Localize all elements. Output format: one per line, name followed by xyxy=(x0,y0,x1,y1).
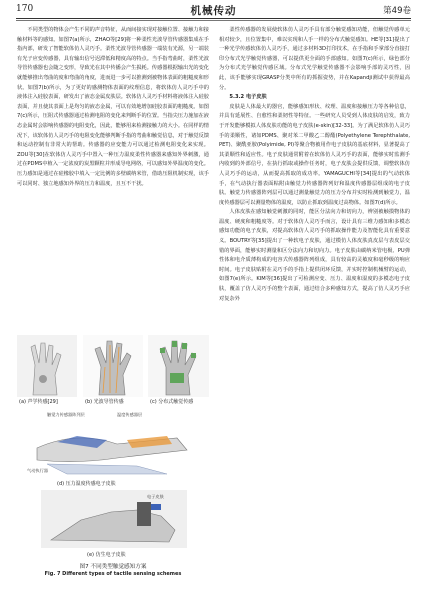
figure-caption-english: Fig. 7 Different types of tactile sensing schemes xyxy=(44,571,182,577)
label-tactile-array: 触觉力传感器阵列层 xyxy=(47,412,85,417)
page-number: 170 xyxy=(16,4,34,14)
subfigure-c-caption: (c) 分布式触觉传感 xyxy=(150,399,194,405)
subfigure-b-caption: (b) 光波导管传感 xyxy=(85,399,124,405)
volume-label: 第49卷 xyxy=(383,6,411,16)
subfigure-a-caption: (a) 声学传感[29] xyxy=(19,399,58,405)
figure-7 xyxy=(17,335,209,585)
acoustic-sensing-hand-image xyxy=(17,335,77,397)
header-rule-thin xyxy=(16,20,411,21)
journal-title: 机械传动 xyxy=(190,5,237,17)
biomimetic-eskin-image xyxy=(41,490,187,548)
section-heading: 5.3.2 电子皮肤 xyxy=(229,94,267,101)
distributed-tactile-hand-image xyxy=(148,335,209,397)
right-paragraph: 人体皮肤在感知触觉刺激的同时，能区分法向力和切向力，辨别被触摸物体的温度、硬度和粗糙度等。对于软体仿人灵巧手而言，设计具有三维力感知和多模态感知功能的电子皮肤，对提高软体仿人灵巧手的抓取操作能力及智能化具有重要意义。BOUTRY等[35]提出了一种软电子皮肤，通过模仿人体皮肤真皮层与表皮层交错的界面，能够实时测量和区分法向力和切向力。电子皮肤由碳纳米管电极、PU弹性体和电介质薄构成的电容式传感器阵列组成，具有较高的灵敏度和毫秒级的响应时间。电子皮肤贴附在灵巧手的手指上提供闭环反馈，并实时控制机械臂的运动，如图7(e)所示。KIM等[36]提出了可检测应变、压力、温度和湿度的多模态电子皮肤，覆盖了仿人灵巧手的整个表面，通过结合多种感知方式，提高了仿人灵巧手应对复杂外 xyxy=(219,209,410,302)
right-paragraph: 皮肤是人体最大的器官，能够感知形状、纹理、温度和接触压力等各种信息，并具有延展性、自愈性和柔韧性等特征。一些研究人员受到人体皮肤的启发，致力于开发能够模拟人体皮肤功能的电子皮肤(e-skin)[32-33]。为了满足软体仿人灵巧手的柔顺性，诸如PDMS、聚对苯二甲酸乙二醇酯(Polyethylene Terephthalate, PET)、聚酰亚胺(Polyimide, PI)等聚合物被用作电子皮肤的基底材料，显著提高了其柔顺性和适应性。电子皮肤通常附着在软体仿人灵巧手的表面，能够实时监测手内收到的外部信号，在执行抓取或操作任务时，电子皮肤会提供反馈，调整软体仿人灵巧手的运动，从而提高抓取的成功率。YAMAGUCHI等[34]提出的气动软体手，在气动执行器表面粘附由触觉力传感器阵列好和温度传感器层组成的电子皮肤。触觉力传感器阵列层可以通过测量触觉力的压力分布并实时检测到触觉力，温度传感器层可以测量物体的温度，以防止抓取到温度过高物体。如图7(d)所示。 xyxy=(219,103,410,206)
right-paragraph: 柔性传感器的发展使软体仿人灵巧手具有部分触觉感知功能，但触觉传感单元相对较少，且位置集中，难以实现和人手一样的分布式触觉感知。HE等[31]提出了一种光学传感软体仿人灵巧手，通过多材料3D打印技术，在手指和手掌部分直接打印分布式光学触觉传感器，可以提供更全面的手部感知。如图7(c)所示，绿色部分为分布式光学触觉传感区域。分布式光学触觉传感器不会影响手部的灵巧性，因此，该手能够实现GRASP分类中所有的抓握姿势，并在Kapandji测试中获得最高分。 xyxy=(219,27,410,91)
right-column xyxy=(219,26,410,304)
optical-waveguide-hand-image xyxy=(83,335,143,397)
page-header xyxy=(16,3,411,18)
label-eskin: 电子皮肤 xyxy=(147,494,164,499)
subfigure-d-caption: (d) 压力温度传感电子皮肤 xyxy=(57,481,116,487)
label-temperature-layer: 温度传感器层 xyxy=(117,412,143,417)
left-column xyxy=(17,26,209,189)
left-paragraph: 不同类型的物体会产生不同的声音特征，从而间接实现对接触位置、接触力和接触材料等的感知。如图7(a)所示，ZHAO等[29]将一种柔性光波导管传感器集成在手指内部，研发了智能软体仿人灵巧手。柔性光波导管传感器一端装有光源，另一端装有光子应变传感器，具有输出信号迟滞低和精度高的特点。当手指弯曲时，柔性光波导管传感器也会随之变形，导致光在其中传播会产生损耗。传感器根据输出光的变化就能够推出弯曲的度和弯曲的角度，进而进一步可以推测到被物体表面的粗糙度和形状。如图7(b)所示，为了更好的感测物体表面的纹理信息，将软体仿人灵巧手中的液体注入硅胶表面，研发出了液态金属皮肤层。软体仿人灵巧手材料将液体注入硅胶表面，并且使其表面上是均匀的液态金属，可以有效地增加硅胶表面的粗糙度。如图7(c)所示，压阻式传感器通过检测电阻的变化来判断手的位置。当指尖压力施加在液态金属时会影响传感器的电阻变化，因此，能够用来检测接触力的大小。在同样的情况下，该软体仿人灵巧手的电阻变化能够判断手指的弯曲和触觉信息，对于触觉反馈和运动控制有非常大的帮助。传感器的应变能力可以通过检测电阻变化来实现。ZOU等[30]在软体仿人灵巧手中置入一种压力温度柔性传感器来感知外界刺激，通过在PDMS中植入一定浓度的炭黑颗粒并形成导电网络，可以感知外界温度的变化。压力感知是通过在硅橡胶中填入一定比例的多壁碳纳米管，借助压阻机制实现，该手可以同时、独立地感知外界的压力和温度，且互不干扰。 xyxy=(17,27,209,187)
pressure-temperature-eskin-image xyxy=(17,408,209,478)
label-actuator: 气动执行器 xyxy=(27,468,48,473)
figure-caption: 图7 不同类型触觉感知方案 xyxy=(79,564,147,570)
header-rule xyxy=(16,18,411,19)
subfigure-e-caption: (e) 仿生电子皮肤 xyxy=(87,552,126,558)
